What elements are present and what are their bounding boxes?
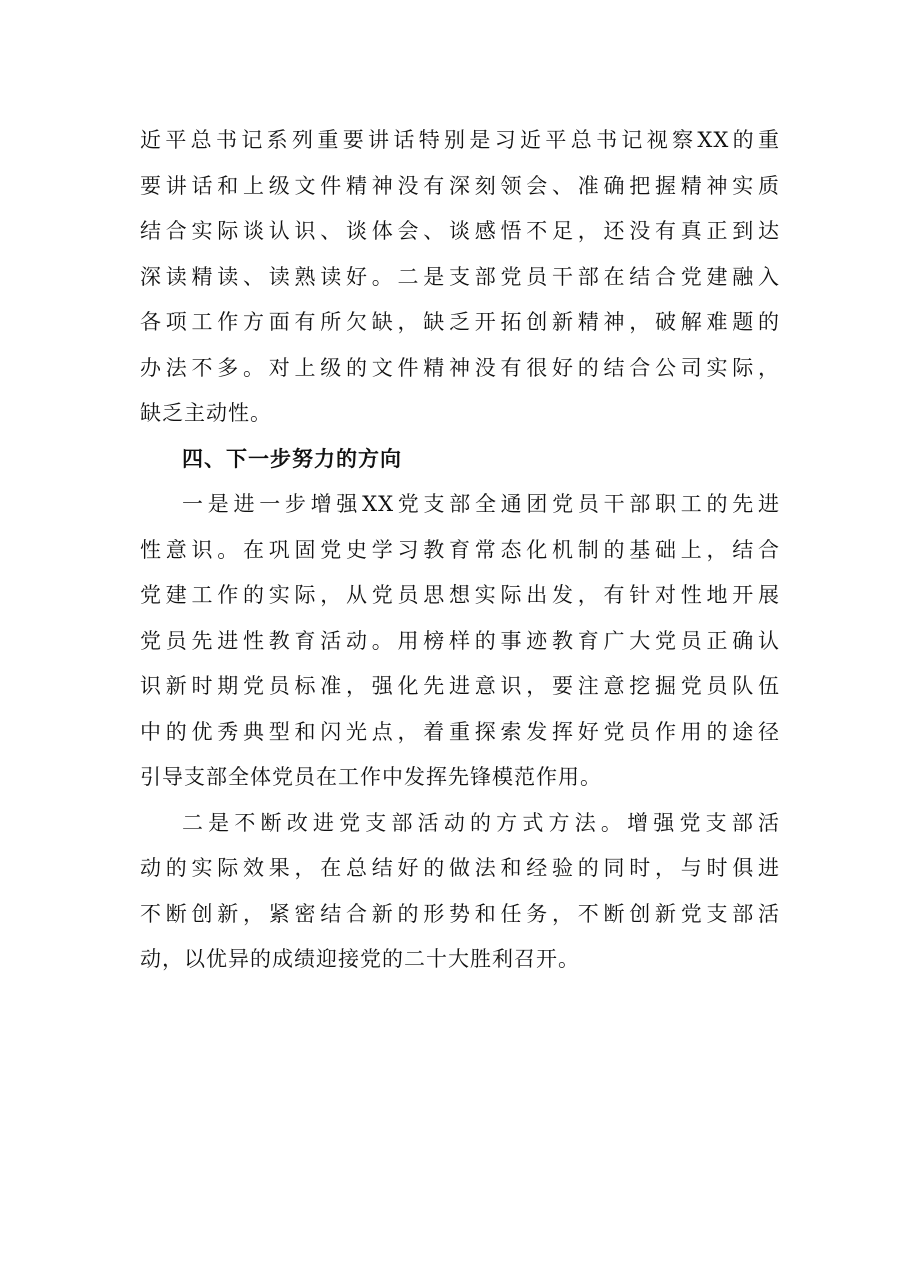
text-line: 一是进一步增强XX党支部全通团党员干部职工的先进 (182, 492, 780, 516)
text-line: 结合实际谈认识、谈体会、谈感悟不足，还没有真正到达 (140, 219, 780, 243)
section-heading: 四、下一步努力的方向 (182, 446, 402, 471)
text-line: 办法不多。对上级的文件精神没有很好的结合公司实际， (140, 355, 780, 380)
text-line: 中的优秀典型和闪光点，着重探索发挥好党员作用的途径 (140, 719, 780, 744)
text-line: 不断创新，紧密结合新的形势和任务，不断创新党支部活 (140, 901, 780, 926)
text-line: 党员先进性教育活动。用榜样的事迹教育广大党员正确认 (140, 628, 780, 653)
document-page (140, 118, 780, 983)
paragraph-first-point (140, 482, 780, 801)
text-line: 性意识。在巩固党史学习教育常态化机制的基础上，结合 (140, 537, 780, 562)
paragraph-second-point (140, 801, 780, 983)
text-line: 引导支部全体党员在工作中发挥先锋模范作用。 (140, 765, 602, 789)
text-line: 二是不断改进党支部活动的方式方法。增强党支部活 (182, 810, 780, 835)
paragraph-continuation (140, 118, 780, 437)
text-line: 要讲话和上级文件精神没有深刻领会、准确把握精神实质 (140, 173, 780, 198)
text-line: 动的实际效果，在总结好的做法和经验的同时，与时俱进 (140, 856, 780, 880)
text-line: 各项工作方面有所欠缺，缺乏开拓创新精神，破解难题的 (140, 310, 780, 334)
text-line: 近平总书记系列重要讲话特别是习近平总书记视察XX的重 (140, 128, 780, 152)
text-line: 缺乏主动性。 (140, 401, 272, 425)
text-line: 识新时期党员标准，强化先进意识，要注意挖掘党员队伍 (140, 674, 780, 698)
text-line: 党建工作的实际，从党员思想实际出发，有针对性地开展 (140, 583, 780, 607)
text-line: 深读精读、读熟读好。二是支部党员干部在结合党建融入 (140, 264, 780, 289)
text-line: 动，以优异的成绩迎接党的二十大胜利召开。 (140, 947, 580, 971)
